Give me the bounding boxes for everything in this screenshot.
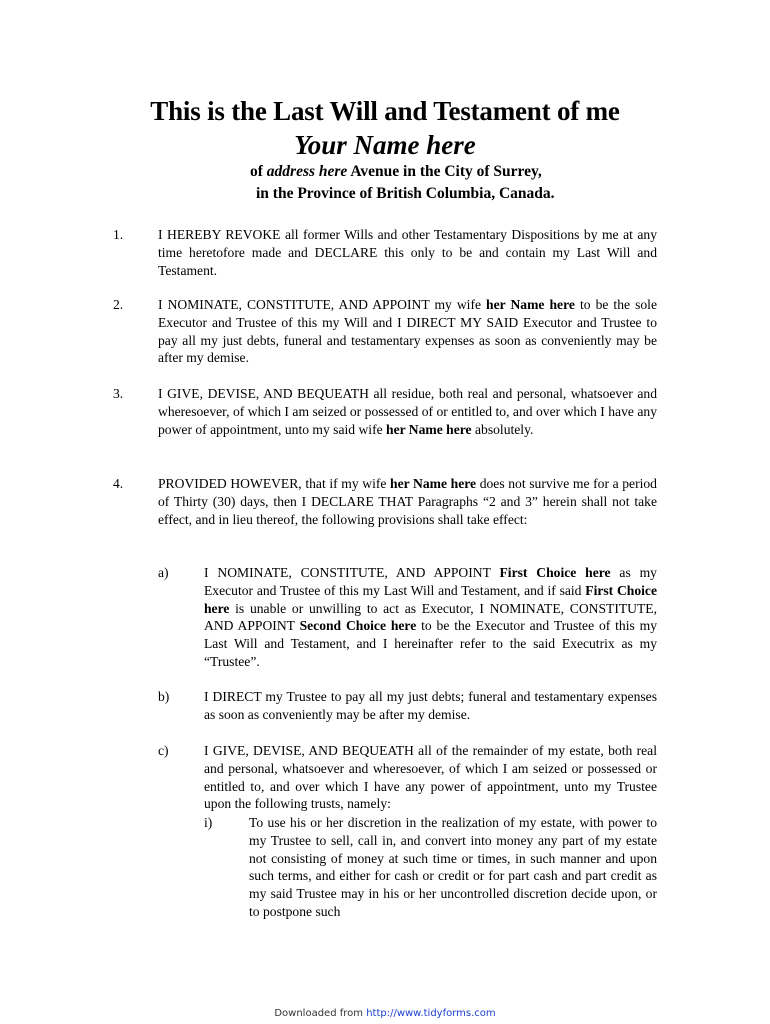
spouse-name-placeholder: her Name here — [386, 421, 472, 437]
subclause-letter: c) — [158, 743, 169, 758]
clause-text-part: PROVIDED HOWEVER, that if my wife — [158, 476, 391, 491]
clause-text: I HEREBY REVOKE all former Wills and other Testamentary Dispositions by me at any time heretofore made and DECLARE this only to be and contain my Last Will and Testament. — [158, 227, 657, 278]
subclause-letter: b) — [158, 689, 170, 704]
address-prefix: of — [250, 163, 263, 180]
clause-text-part: I NOMINATE, CONSTITUTE, AND APPOINT my wife — [158, 297, 487, 312]
address-rest: Avenue in the City of Surrey, — [350, 163, 542, 180]
first-choice-placeholder: First Choice here — [499, 565, 611, 580]
clause-number: 3. — [113, 386, 124, 401]
address-line-1 — [250, 163, 542, 181]
second-choice-placeholder: Second Choice here — [299, 618, 417, 634]
subclause-text — [204, 564, 657, 671]
clause-text-part: absolutely. — [471, 421, 534, 437]
clause-number: 1. — [113, 227, 124, 242]
subclause-letter: a) — [158, 565, 169, 580]
address-line-2: in the Province of British Columbia, Canada. — [256, 185, 555, 202]
document-title: This is the Last Will and Testament of me — [150, 96, 620, 126]
subclause-text-part: to be the Executor and Trustee of this my Last Will and Testament, and I hereinafter refer to the said Executrix as my “Trustee”. — [204, 618, 657, 669]
testator-name-placeholder: Your Name here — [294, 130, 476, 160]
first-choice-placeholder: First Choice here — [204, 582, 657, 616]
subclause-text-part: I NOMINATE, CONSTITUTE, AND APPOINT — [204, 565, 500, 580]
subclause-text: I GIVE, DEVISE, AND BEQUEATH all of the remainder of my estate, both real and personal, whatsoever and wheresoever, of which I am seized or possessed or entitled to, and over which I have any power of appointment, unto my Trustee upon the following trusts, namely: — [204, 743, 657, 812]
clause-text — [158, 385, 657, 438]
clause-text-part: to be the sole Executor and Trustee of this my Will and I DIRECT MY SAID Executor and Trustee to pay all my just debts, funeral and testamentary expenses as soon as conveniently may be after my demise. — [158, 297, 657, 366]
subclause-text: I DIRECT my Trustee to pay all my just debts; funeral and testamentary expenses as soon as conveniently may be after my demise. — [204, 689, 657, 722]
clause-text — [158, 296, 657, 367]
clause-text-part: does not survive me for a period of Thirty (30) days, then I DECLARE THAT Paragraphs “2 and 3” herein shall not take effect, and in lieu thereof, the following provisions shall take effect: — [158, 476, 657, 527]
address-placeholder: address here — [266, 163, 348, 180]
clause-number: 4. — [113, 476, 124, 491]
download-footer — [0, 1008, 770, 1019]
roman-item-text: To use his or her discretion in the realization of my estate, with power to my Trustee to sell, call in, and convert into money any part of my estate not consisting of money at such time or times, in such manner and upon such terms, and either for cash or credit or for part cash and part credit as my said Trustee may in his or her uncontrolled discretion decide upon, or to postpone such — [249, 815, 657, 919]
clause-text — [158, 475, 657, 528]
roman-numeral: i) — [204, 815, 213, 830]
spouse-name-placeholder: her Name here — [390, 476, 477, 491]
subclause-text-part: as my Executor and Trustee of this my Last Will and Testament, and if said — [204, 565, 657, 598]
subclause-text-part: is unable or unwilling to act as Executor, I NOMINATE, CONSTITUTE, AND APPOINT — [204, 600, 657, 634]
clause-number: 2. — [113, 297, 124, 312]
clause-text-part: I GIVE, DEVISE, AND BEQUEATH all residue, both real and personal, whatsoever and wheresoever, of which I am seized or possessed of or entitled to, and over which I have any power of appointment, unto my said wife — [158, 386, 657, 437]
footer-link[interactable]: http://www.tidyforms.com — [366, 1008, 496, 1019]
spouse-name-placeholder: her Name here — [486, 297, 575, 312]
footer-prefix: Downloaded from — [274, 1008, 367, 1019]
